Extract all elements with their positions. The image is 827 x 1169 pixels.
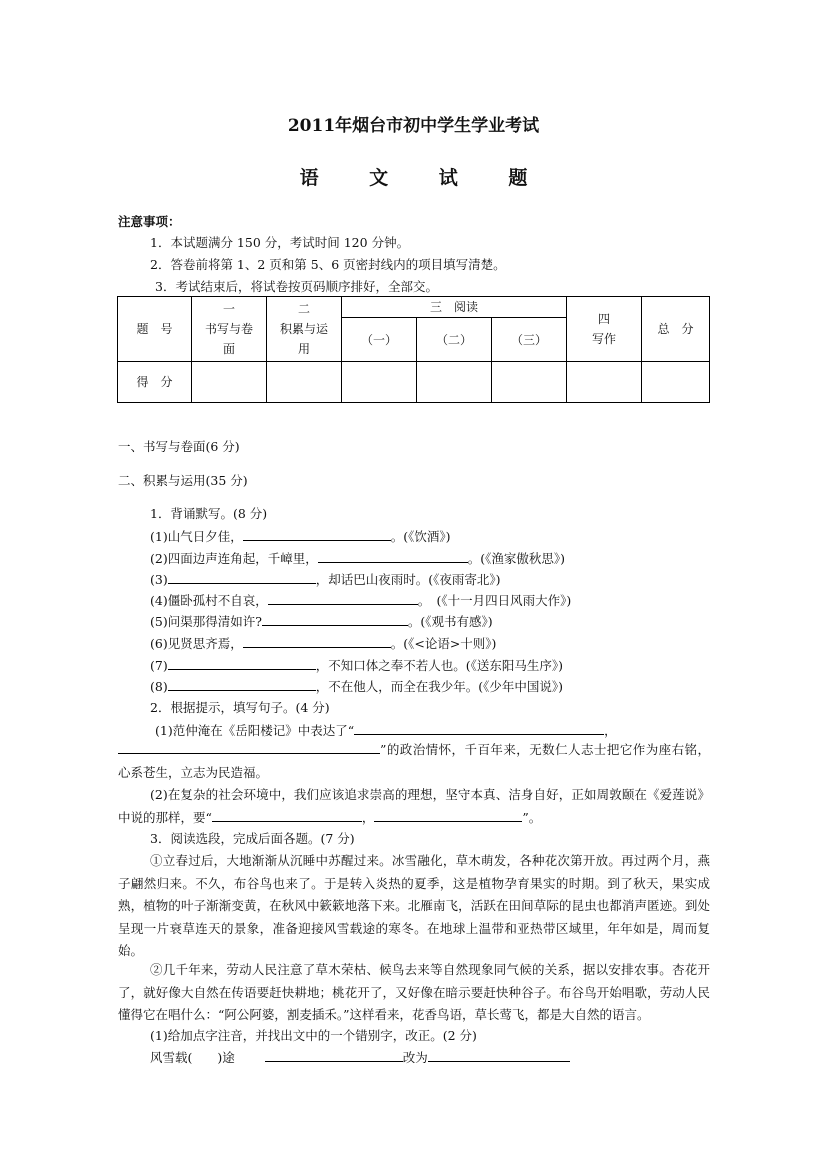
- notice-heading: 注意事项：: [118, 214, 181, 229]
- reading-paragraph: ②几千年来，劳动人民注意了草木荣枯、候鸟去来等自然现象同气候的关系，据以安排农事。杏花开了，就好像大自然在传语要赶快耕地；桃花开了，又好像在暗示要赶快种谷子。布谷鸟开始唱歌，劳动人民懂得它在唱什么：“阿公阿婆，割麦插禾。”这样看来，花香鸟语，草长莺飞，都是大自然的语言。: [118, 962, 710, 1022]
- answer-blank[interactable]: [168, 571, 316, 584]
- notice-item: 3．考试结束后，将试卷按页码顺序排好，全部交。: [155, 279, 438, 294]
- answer-blank[interactable]: [168, 678, 316, 691]
- answer-blank[interactable]: [428, 1049, 570, 1062]
- answer-blank[interactable]: [168, 657, 316, 670]
- subject-title: 语 文 试 题: [299, 167, 550, 189]
- score-cell[interactable]: [567, 362, 642, 403]
- header-cell-reading: 三 阅读: [342, 297, 567, 318]
- recitation-line: (1)山气日夕佳， 。(《饮酒》): [150, 529, 451, 544]
- score-cell[interactable]: [417, 362, 492, 403]
- answer-blank[interactable]: [262, 613, 408, 626]
- header-cell-part4: [567, 297, 642, 362]
- fill-sentence-line: (1)范仲淹在《岳阳楼记》中表达了“ ，: [155, 723, 617, 738]
- sub-question: (1)给加点字注音，并找出文中的一个错别字，改正。(2 分): [150, 1028, 477, 1043]
- question-title: 3．阅读选段，完成后面各题。(7 分): [150, 831, 355, 846]
- header-cell-part1: [192, 297, 267, 362]
- recitation-line: (4)僵卧孤村不自哀， 。 (《十一月四日风雨大作》): [150, 593, 572, 608]
- recitation-line: (8) ，不在他人，而全在我少年。(《少年中国说》): [150, 679, 563, 694]
- exam-title: 2011年烟台市初中学生学业考试: [287, 116, 540, 136]
- question-title: 1．背诵默写。(8 分): [150, 506, 268, 521]
- section-heading: 一、书写与卷面(6 分): [118, 439, 240, 454]
- part-name: 写作: [591, 332, 616, 346]
- answer-blank[interactable]: [243, 635, 391, 648]
- recitation-line: (2)四面边声连角起，千嶂里， 。(《渔家傲秋思》): [150, 551, 565, 566]
- notice-item: 2．答卷前将第 1、2 页和第 5、6 页密封线内的项目填写清楚。: [150, 257, 506, 272]
- part-number: 二: [297, 302, 310, 316]
- fill-sentence-para: ”的政治情怀，千百年来，无数仁人志士把它作为座右铭，心系苍生，立志为民造福。: [118, 742, 710, 780]
- score-table: [117, 296, 710, 403]
- header-cell-total: 总 分: [642, 297, 710, 362]
- part-number: 一: [222, 302, 235, 316]
- notice-item: 1．本试题满分 150 分，考试时间 120 分钟。: [150, 235, 410, 250]
- reading-sub-cell: （三）: [492, 318, 567, 362]
- recitation-line: (5)问渠那得清如许? 。(《观书有感》): [150, 614, 493, 629]
- reading-sub-cell: （二）: [417, 318, 492, 362]
- answer-blank[interactable]: [318, 550, 468, 563]
- recitation-line: (3) ，却话巴山夜雨时。(《夜雨寄北》): [150, 572, 501, 587]
- section-heading: 二、积累与运用(35 分): [118, 473, 248, 488]
- recitation-line: (7) ，不知口体之奉不若人也。(《送东阳马生序》): [150, 658, 563, 673]
- part-name: 书写与卷面: [204, 322, 253, 356]
- score-cell[interactable]: [492, 362, 567, 403]
- answer-blank[interactable]: [268, 592, 418, 605]
- reading-paragraph: ①立春过后，大地渐渐从沉睡中苏醒过来。冰雪融化，草木萌发，各种花次第开放。再过两个月，燕子翩然归来。不久，布谷鸟也来了。于是转入炎热的夏季，这是植物孕育果实的时期。到了秋天，果实成熟，植物的叶子渐渐变黄，在秋风中簌簌地落下来。北雁南飞，活跃在田间草际的昆虫也都消声匿迹。到处呈现一片衰草连天的景象，准备迎接风雪载途的寒冬。在地球上温带和亚热带区域里，年年如是，周而复始。: [118, 853, 710, 958]
- reading-sub-cell: （一）: [342, 318, 417, 362]
- part-name: 积累与运用: [279, 322, 328, 356]
- header-cell-part2: [267, 297, 342, 362]
- answer-blank[interactable]: [212, 809, 362, 822]
- question-title: 2．根据提示，填写句子。(4 分): [150, 700, 330, 715]
- answer-blank[interactable]: [118, 741, 380, 754]
- fill-sentence-para: (2)在复杂的社会环境中，我们应该追求崇高的理想，坚守本真、洁身自好，正如周敦颐在《爱莲说》中说的那样，要“ ， ”。: [118, 787, 710, 825]
- answer-blank[interactable]: [374, 809, 522, 822]
- part-number: 四: [597, 312, 610, 326]
- row-label: 得 分: [118, 362, 192, 403]
- header-cell: 题 号: [118, 297, 192, 362]
- answer-line: 风雪载( )途 改为: [150, 1049, 570, 1066]
- answer-blank[interactable]: [265, 1049, 403, 1062]
- score-cell[interactable]: [342, 362, 417, 403]
- answer-blank[interactable]: [354, 722, 604, 735]
- score-cell[interactable]: [192, 362, 267, 403]
- score-cell[interactable]: [642, 362, 710, 403]
- score-cell[interactable]: [267, 362, 342, 403]
- answer-blank[interactable]: [243, 528, 391, 541]
- recitation-line: (6)见贤思齐焉， 。(《<论语>十则》): [150, 636, 497, 651]
